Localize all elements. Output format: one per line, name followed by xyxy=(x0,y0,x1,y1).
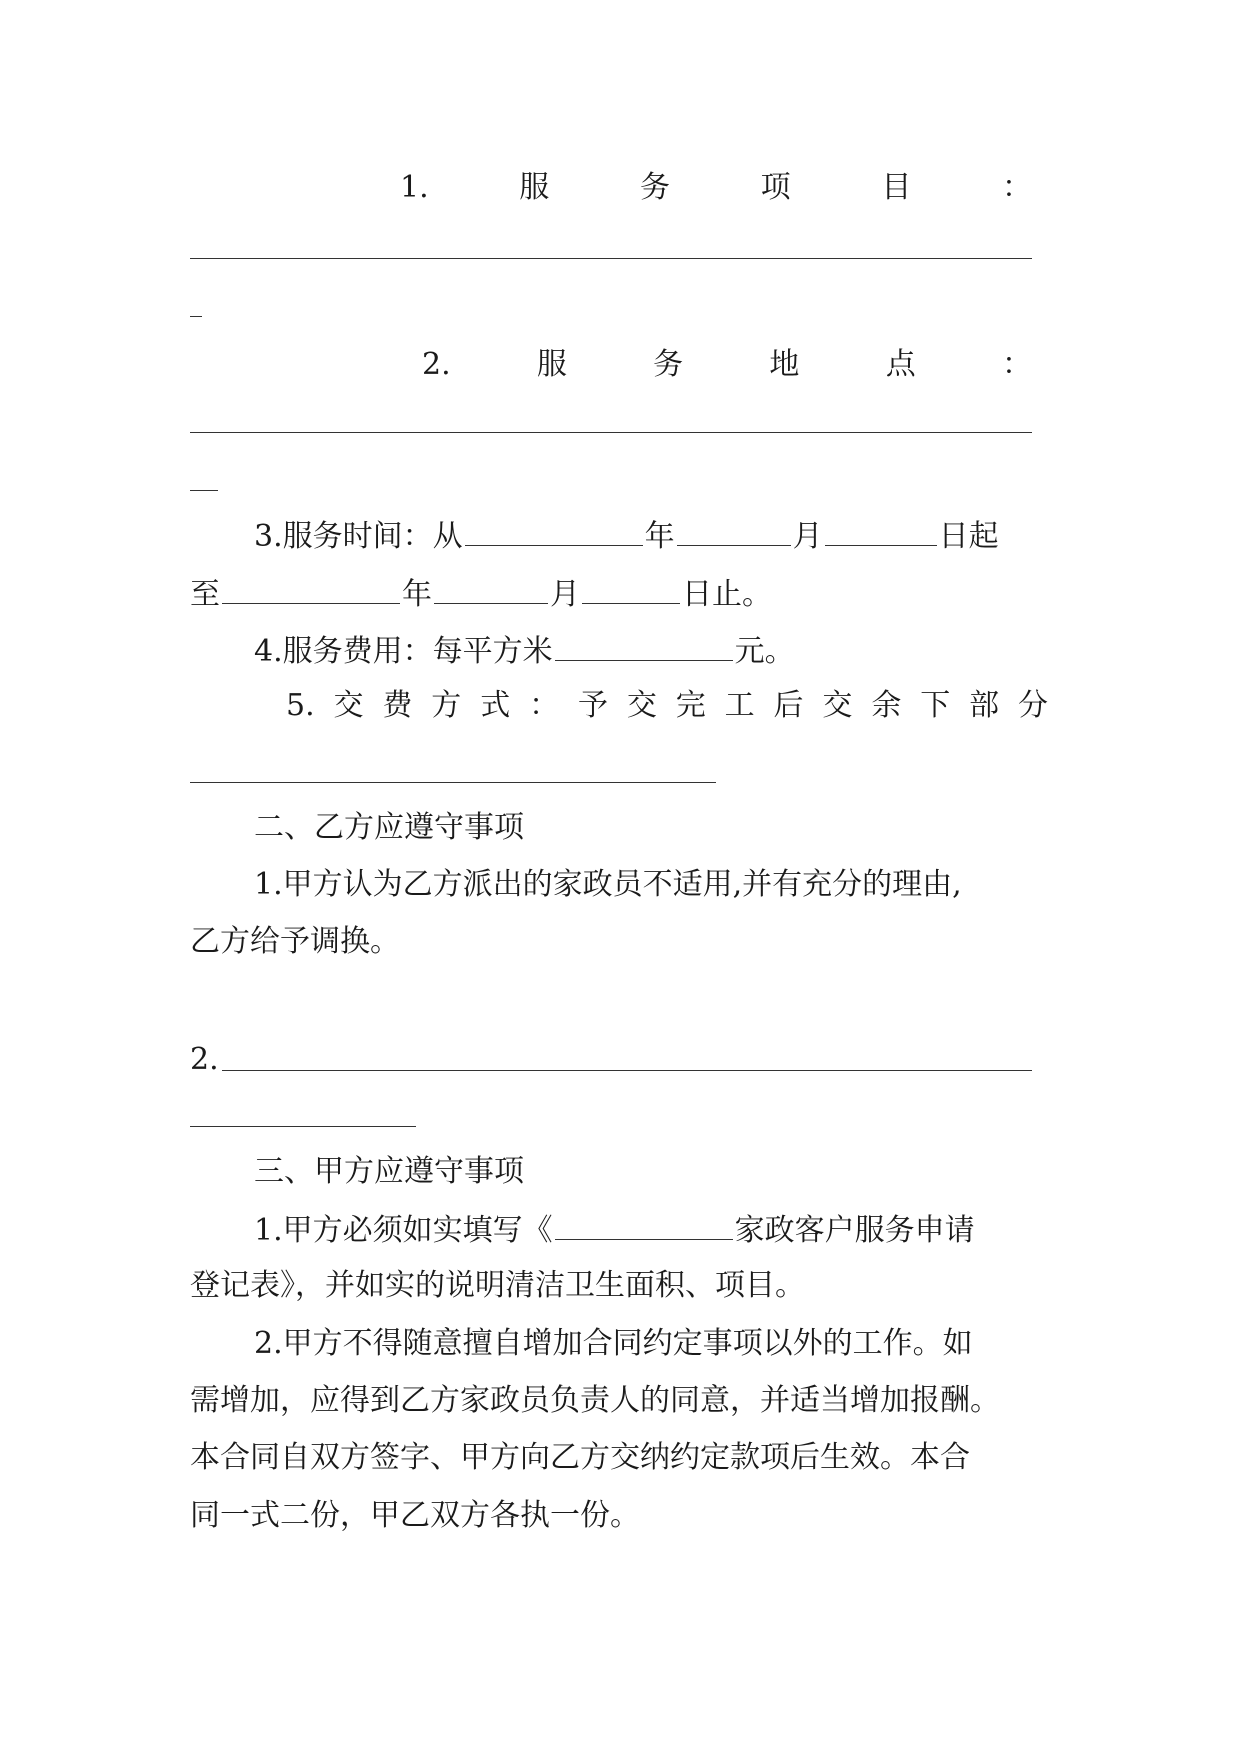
item-number: 2. xyxy=(422,347,451,382)
label-char: 务 xyxy=(639,170,670,205)
service-time-line-1 xyxy=(254,515,1116,557)
payment-method-char: 后 xyxy=(773,688,804,723)
label-char: 务 xyxy=(653,347,684,382)
payment-method-blank xyxy=(190,782,716,783)
blank-end-month xyxy=(434,573,548,604)
payment-method-char: 部 xyxy=(969,688,1000,723)
service-location-blank xyxy=(190,432,1032,433)
label-char: 项 xyxy=(760,170,791,205)
section-3-para-2-line-3: 本合同自双方签字、甲方向乙方交纳约定款项后生效。本合 xyxy=(190,1440,970,1475)
payment-method-char: ： xyxy=(529,688,560,723)
blank-start-year xyxy=(465,515,643,546)
payment-method-line xyxy=(286,686,1048,726)
section-2-para-2-blank xyxy=(222,1070,1032,1071)
section-2-para-2-number: 2. xyxy=(190,1042,219,1077)
section-3-para-1-line-2: 登记表》，并如实的说明清洁卫生面积、项目。 xyxy=(190,1268,805,1303)
service-fee-label: 4.服务费用：每平方米 xyxy=(254,634,553,669)
service-items-line xyxy=(400,168,1032,208)
blank-end-day xyxy=(582,573,680,604)
service-time-line-2 xyxy=(190,573,1052,615)
label-char: 目 xyxy=(881,170,912,205)
month-label: 月 xyxy=(550,577,580,612)
section-3-para-2-line-2: 需增加，应得到乙方家政员负责人的同意，并适当增加报酬。 xyxy=(190,1383,1000,1418)
blank-start-day xyxy=(825,515,937,546)
service-location-line xyxy=(422,345,1032,385)
section-2-para-1-line-2: 乙方给予调换。 xyxy=(190,924,400,959)
payment-method-char: 予 xyxy=(577,688,608,723)
section-3-para-2-line-4: 同一式二份，甲乙双方各执一份。 xyxy=(190,1498,640,1533)
payment-method-char: 式 xyxy=(480,688,511,723)
label-char: 地 xyxy=(769,347,800,382)
payment-method-char: 交 xyxy=(333,688,364,723)
section-2-para-2-blank-tail xyxy=(190,1126,416,1127)
year-label: 年 xyxy=(402,577,432,612)
label-char: 点 xyxy=(885,347,916,382)
label-char: 服 xyxy=(519,170,550,205)
payment-method-char: 下 xyxy=(920,688,951,723)
item-number: 1. xyxy=(400,170,429,205)
item-number: 5. xyxy=(286,688,315,723)
section-2-para-1-line-1: 1.甲方认为乙方派出的家政员不适用,并有充分的理由, xyxy=(254,867,962,902)
payment-method-char: 工 xyxy=(724,688,755,723)
service-items-blank xyxy=(190,258,1032,259)
blank-start-month xyxy=(677,515,791,546)
to-label: 至 xyxy=(190,577,220,612)
payment-method-char: 余 xyxy=(871,688,902,723)
section-2-heading: 二、乙方应遵守事项 xyxy=(254,810,524,845)
day-label: 日止。 xyxy=(682,577,772,612)
service-fee-line xyxy=(254,630,1116,672)
label-char: ： xyxy=(1001,170,1032,205)
payment-method-char: 完 xyxy=(675,688,706,723)
month-label: 月 xyxy=(792,519,823,554)
payment-method-char: 费 xyxy=(382,688,413,723)
service-items-blank-tail xyxy=(190,316,202,317)
payment-method-char: 分 xyxy=(1017,688,1048,723)
blank-company-name xyxy=(555,1209,733,1240)
payment-method-char: 交 xyxy=(626,688,657,723)
service-time-label: 3.服务时间：从 xyxy=(254,519,463,554)
label-char: 服 xyxy=(536,347,567,382)
label-char: ： xyxy=(1001,347,1032,382)
payment-method-char: 交 xyxy=(822,688,853,723)
blank-end-year xyxy=(222,573,400,604)
blank-fee xyxy=(555,630,733,661)
section-3-para-1-suffix: 家政客户服务申请 xyxy=(734,1213,975,1248)
section-3-heading: 三、甲方应遵守事项 xyxy=(254,1154,524,1189)
payment-method-char: 方 xyxy=(431,688,462,723)
section-3-para-1-prefix: 1.甲方必须如实填写《 xyxy=(254,1213,553,1248)
section-3-para-1-line-1 xyxy=(254,1209,1116,1251)
fee-unit: 元。 xyxy=(734,634,795,669)
service-location-blank-tail xyxy=(190,490,218,491)
day-label: 日起 xyxy=(938,519,999,554)
year-label: 年 xyxy=(644,519,675,554)
section-3-para-2-line-1: 2.甲方不得随意擅自增加合同约定事项以外的工作。如 xyxy=(254,1326,973,1361)
